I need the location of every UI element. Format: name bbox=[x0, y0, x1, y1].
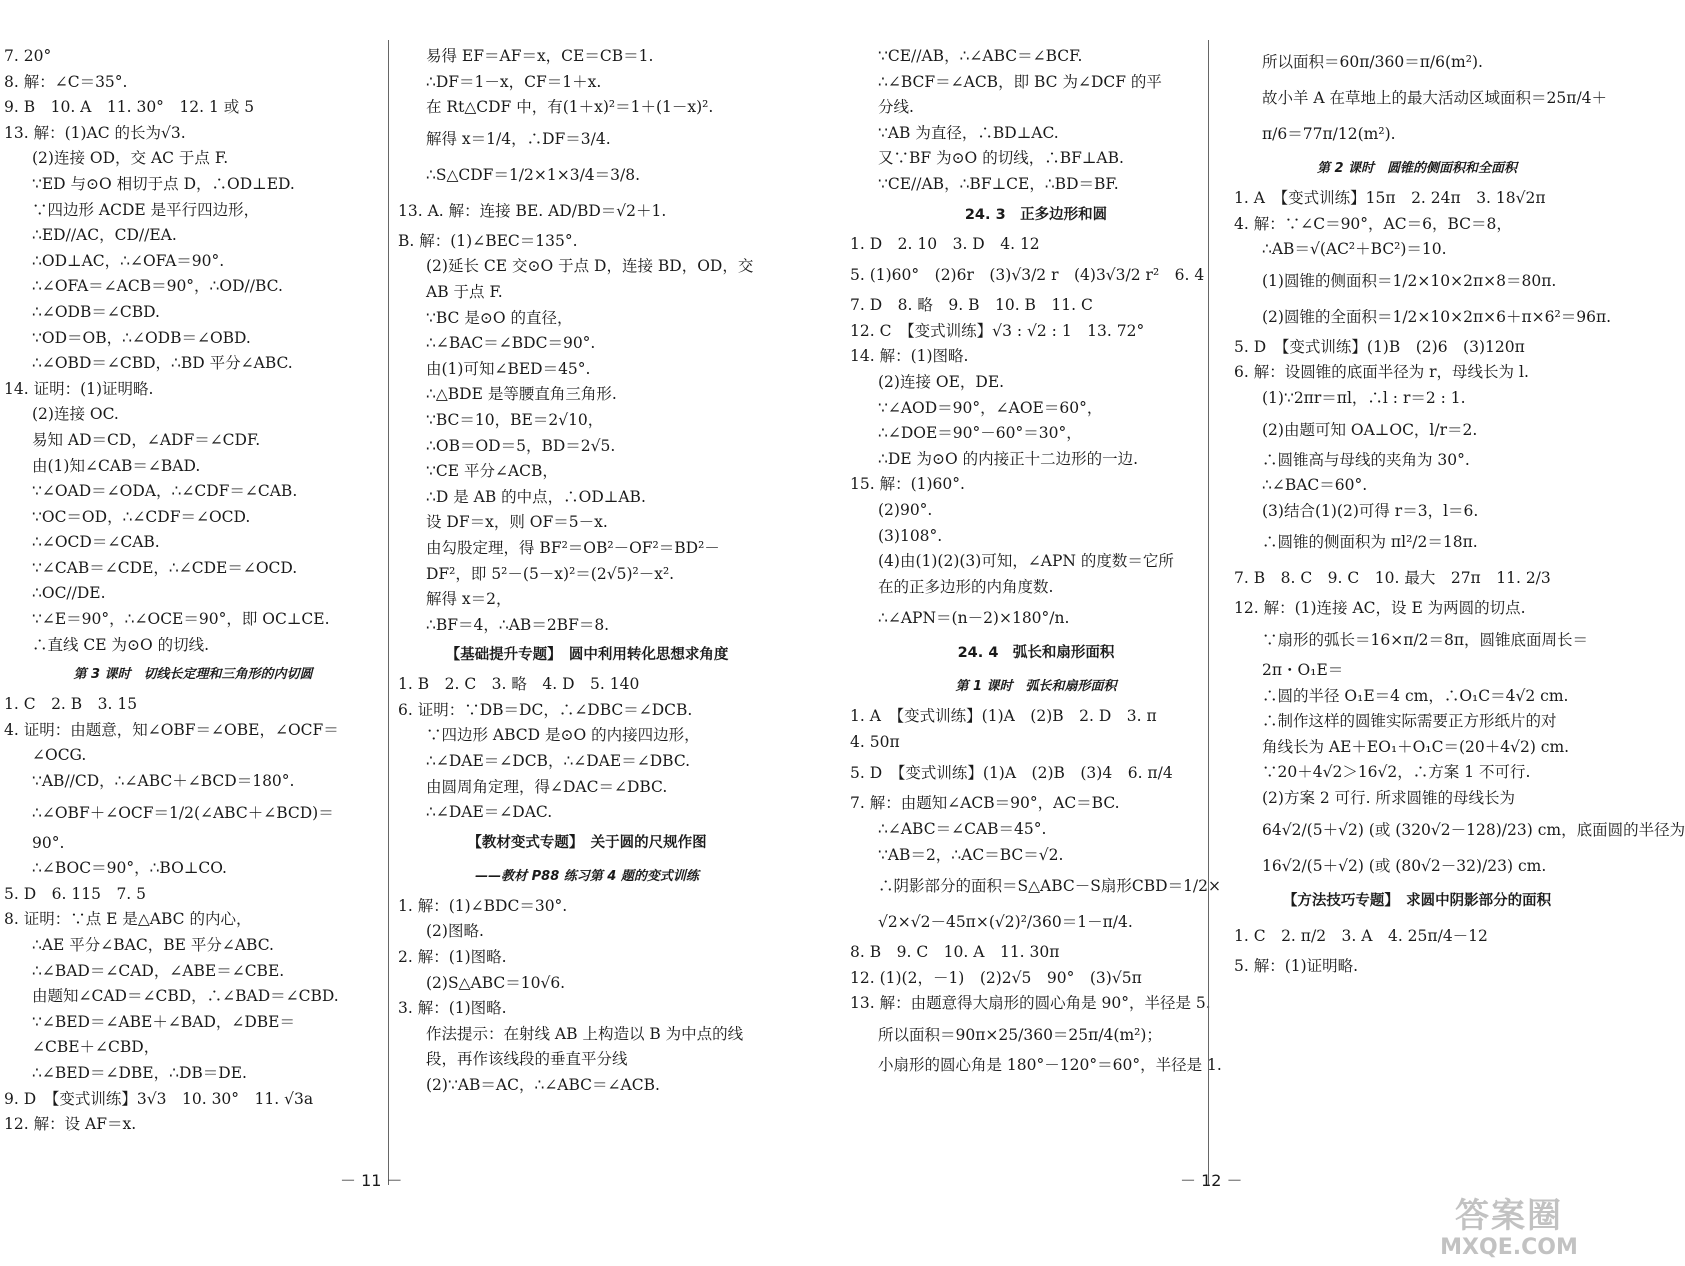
right-page bbox=[800, 0, 1685, 1266]
answer-line: 7. D 8. 略 9. B 10. B 11. C bbox=[850, 296, 1093, 315]
answer-line: 1. 解：(1)∠BDC＝30°. bbox=[398, 896, 568, 915]
answer-line: ∴∠OBD＝∠CBD，∴BD 平分∠ABC. bbox=[32, 354, 293, 373]
answer-line: 由勾股定理，得 BF²＝OB²－OF²＝BD²－ bbox=[426, 538, 720, 557]
answer-line: 由(1)可知∠BED＝45°. bbox=[426, 359, 591, 378]
answer-line: ∴圆锥高与母线的夹角为 30°. bbox=[1262, 450, 1470, 469]
answer-line: 解得 x＝2， bbox=[426, 590, 512, 609]
answer-line: ∴阴影部分的面积＝S△ABC－S扇形CBD＝1/2× bbox=[878, 877, 1221, 896]
answer-line: 解得 x＝1/4，∴DF＝3/4. bbox=[426, 129, 611, 148]
right-column-2 bbox=[1234, 44, 1685, 979]
answer-line: 24. 3 正多边形和圆 bbox=[964, 206, 1108, 223]
answer-line: ∴OC//DE. bbox=[32, 584, 106, 603]
answer-line: 12. (1)(2，－1) (2)2√5 90° (3)√5π bbox=[850, 968, 1142, 987]
answer-line: 1. C 2. π/2 3. A 4. 25π/4－12 bbox=[1234, 926, 1488, 945]
answer-line: ∴∠DAE＝∠DAC. bbox=[426, 803, 553, 822]
answer-line: ∵BC＝10，BE＝2√10， bbox=[426, 410, 604, 429]
answer-line: 段，再作该线段的垂直平分线 bbox=[426, 1050, 628, 1069]
answer-line: 14. 证明：(1)证明略. bbox=[4, 379, 154, 398]
answer-line: 13. 解：由题意得大扇形的圆心角是 90°，半径是 5. bbox=[850, 994, 1211, 1013]
answer-line: (4)由(1)(2)(3)可知，∠APN 的度数＝它所 bbox=[878, 552, 1174, 571]
answer-line: 第 3 课时 切线长定理和三角形的内切圆 bbox=[73, 667, 313, 683]
right-column-1 bbox=[850, 44, 1222, 1079]
answer-line: 小扇形的圆心角是 180°－120°＝60°，半径是 1. bbox=[878, 1056, 1222, 1075]
answer-line: 16√2/(5＋√2) (或 (80√2－32)/23) cm. bbox=[1262, 856, 1547, 875]
answer-line: 5. D 【变式训练】(1)A (2)B (3)4 6. π/4 bbox=[850, 764, 1173, 783]
answer-line: √2×√2－45π×(√2)²/360＝1－π/4. bbox=[878, 913, 1133, 932]
answer-line: ∴圆锥的侧面积为 πl²/2＝18π. bbox=[1262, 533, 1478, 552]
answer-line: π/6＝77π/12(m²). bbox=[1262, 125, 1396, 143]
answer-line: ∴圆的半径 O₁E＝4 cm，∴O₁C＝4√2 cm. bbox=[1262, 686, 1569, 705]
answer-line: 15. 解：(1)60°. bbox=[850, 475, 965, 494]
answer-line: (2)连接 OE，DE. bbox=[878, 372, 1005, 391]
answer-line: 所以面积＝60π/360＝π/6(m²). bbox=[1262, 53, 1483, 71]
answer-line: 13. A. 解：连接 BE. AD/BD＝√2＋1. bbox=[398, 201, 667, 220]
answer-line: 在 Rt△CDF 中，有(1＋x)²＝1＋(1－x)². bbox=[426, 98, 714, 117]
answer-line: ∴BF＝4，∴AB＝2BF＝8. bbox=[426, 615, 610, 634]
answer-line: 1. D 2. 10 3. D 4. 12 bbox=[850, 234, 1040, 253]
answer-line: 由题知∠CAD＝∠CBD，∴∠BAD＝∠CBD. bbox=[32, 987, 339, 1006]
answer-line: 24. 4 弧长和扇形面积 bbox=[957, 645, 1115, 662]
answer-line: 6. 证明：∵DB＝DC，∴∠DBC＝∠DCB. bbox=[398, 700, 693, 719]
answer-line: ∴∠BAD＝∠CAD，∠ABE＝∠CBE. bbox=[32, 961, 285, 980]
answer-line: 1. A 【变式训练】(1)A (2)B 2. D 3. π bbox=[850, 707, 1157, 726]
answer-line: (3)108°. bbox=[878, 526, 943, 545]
answer-line: ∵AB 为直径，∴BD⊥AC. bbox=[878, 123, 1059, 142]
answer-line: 8. B 9. C 10. A 11. 30π bbox=[850, 943, 1060, 962]
answer-line: ∴S△CDF＝1/2×1×3/4＝3/8. bbox=[426, 165, 641, 184]
answer-line: 易得 EF＝AF＝x，CE＝CB＝1. bbox=[426, 47, 654, 65]
answer-line: ∵四边形 ABCD 是⊙O 的内接四边形， bbox=[426, 726, 700, 745]
answer-line: ∵四边形 ACDE 是平行四边形， bbox=[32, 200, 260, 219]
answer-line: ∴制作这样的圆锥实际需要正方形纸片的对 bbox=[1262, 712, 1557, 731]
answer-line: ∴DF＝1－x，CF＝1＋x. bbox=[426, 72, 602, 91]
answer-line: ∵扇形的弧长＝16×π/2＝8π，圆锥底面周长＝ bbox=[1262, 630, 1589, 649]
answer-line: (1)圆锥的侧面积＝1/2×10×2π×8＝80π. bbox=[1262, 271, 1557, 290]
answer-line: ∴∠DOE＝90°－60°＝30°， bbox=[878, 424, 1082, 443]
answer-line: 由(1)知∠CAB＝∠BAD. bbox=[32, 456, 201, 475]
page-number-11: － 11 － bbox=[340, 1171, 403, 1190]
answer-line: ∠CBE＋∠CBD， bbox=[32, 1038, 160, 1057]
answer-line: 14. 解：(1)图略. bbox=[850, 347, 969, 366]
answer-line: ∴△BDE 是等腰直角三角形. bbox=[426, 385, 617, 404]
answer-line: (3)结合(1)(2)可得 r＝3，l＝6. bbox=[1262, 501, 1479, 520]
answer-line: 6. 解：设圆锥的底面半径为 r，母线长为 l. bbox=[1234, 363, 1529, 382]
answer-line: 5. D 【变式训练】(1)B (2)6 (3)120π bbox=[1234, 337, 1525, 356]
answer-line: ∵∠OAD＝∠ODA，∴∠CDF＝∠CAB. bbox=[32, 482, 298, 501]
answer-line: ∴D 是 AB 的中点，∴OD⊥AB. bbox=[426, 487, 646, 506]
answer-line: ∵AB＝2，∴AC＝BC＝√2. bbox=[878, 845, 1064, 864]
answer-line: ∴∠OFA＝∠ACB＝90°，∴OD//BC. bbox=[32, 277, 283, 296]
answer-line: ∴AB＝√(AC²＋BC²)＝10. bbox=[1262, 240, 1447, 259]
answer-line: 5. 解：(1)证明略. bbox=[1234, 956, 1359, 975]
answer-line: 8. 解：∠C＝35°. bbox=[4, 72, 128, 91]
answer-line: ∵20＋4√2＞16√2，∴方案 1 不可行. bbox=[1262, 763, 1531, 782]
answer-line: 易知 AD＝CD，∠ADF＝∠CDF. bbox=[32, 430, 261, 449]
answer-line: (2)方案 2 可行. 所求圆锥的母线长为 bbox=[1262, 788, 1516, 807]
answer-line: ∴DE 为⊙O 的内接正十二边形的一边. bbox=[878, 449, 1139, 468]
answer-line: ——教材 P88 练习第 4 题的变式训练 bbox=[475, 868, 699, 884]
answer-line: 作法提示：在射线 AB 上构造以 B 为中点的线 bbox=[426, 1024, 744, 1043]
left-page bbox=[0, 0, 800, 1266]
answer-line: 7. B 8. C 9. C 10. 最大 27π 11. 2/3 bbox=[1234, 569, 1551, 588]
answer-line: ∵∠E＝90°，∴∠OCE＝90°，即 OC⊥CE. bbox=[32, 610, 330, 629]
answer-line: ∵ED 与⊙O 相切于点 D，∴OD⊥ED. bbox=[32, 174, 295, 193]
answer-line: ∴∠APN＝(n－2)×180°/n. bbox=[878, 609, 1070, 628]
answer-line: ∴∠ODB＝∠CBD. bbox=[32, 302, 160, 321]
answer-line: ∵∠BED＝∠ABE＋∠BAD，∠DBE＝ bbox=[32, 1012, 295, 1031]
answer-line: ∴∠OCD＝∠CAB. bbox=[32, 533, 160, 552]
answer-line: ∴∠BAC＝∠BDC＝90°. bbox=[426, 334, 596, 353]
answer-line: 1. C 2. B 3. 15 bbox=[4, 695, 138, 714]
answer-line: 1. B 2. C 3. 略 4. D 5. 140 bbox=[398, 675, 640, 694]
answer-line: 设 DF＝x，则 OF＝5－x. bbox=[426, 513, 608, 532]
answer-line: 12. 解：(1)连接 AC，设 E 为两圆的切点. bbox=[1234, 599, 1526, 618]
answer-line: 4. 50π bbox=[850, 732, 900, 751]
answer-line: 9. D 【变式训练】3√3 10. 30° 11. √3a bbox=[4, 1089, 314, 1108]
watermark-title: 答案圈 bbox=[1455, 1196, 1563, 1236]
answer-line: 所以面积＝90π×25/360＝25π/4(m²)； bbox=[878, 1026, 1162, 1045]
answer-line: ∴∠BOC＝90°，∴BO⊥CO. bbox=[32, 859, 227, 878]
answer-line: 【教材变式专题】 关于圆的尺规作图 bbox=[467, 834, 707, 851]
answer-line: ∴OB＝OD＝5，BD＝2√5. bbox=[426, 436, 616, 455]
answer-line: ∴∠ABC＝∠CAB＝45°. bbox=[878, 820, 1047, 839]
answer-line: 故小羊 A 在草地上的最大活动区域面积＝25π/4＋ bbox=[1262, 89, 1608, 107]
answer-line: 3. 解：(1)图略. bbox=[398, 999, 507, 1018]
column-divider bbox=[1208, 40, 1209, 1185]
answer-line: (2)连接 OC. bbox=[32, 405, 119, 424]
answer-line: ∴∠OBF＋∠OCF＝1/2(∠ABC＋∠BCD)＝ bbox=[32, 803, 334, 822]
answer-line: ∴∠BAC＝60°. bbox=[1262, 476, 1368, 495]
answer-line: 1. A 【变式训练】15π 2. 24π 3. 18√2π bbox=[1234, 189, 1546, 207]
answer-line: ∵∠AOD＝90°，∠AOE＝60°， bbox=[878, 398, 1103, 417]
answer-line: 角线长为 AE＋EO₁＋O₁C＝(20＋4√2) cm. bbox=[1262, 737, 1570, 756]
answer-line: ∴∠BCF＝∠ACB，即 BC 为∠DCF 的平 bbox=[878, 72, 1162, 91]
answer-line: ∴直线 CE 为⊙O 的切线. bbox=[32, 635, 210, 654]
left-column-2 bbox=[398, 44, 776, 1099]
answer-line: (2)延长 CE 交⊙O 于点 D，连接 BD，OD，交 bbox=[426, 257, 754, 276]
answer-line: ∵CE//AB，∴∠ABC＝∠BCF. bbox=[878, 47, 1083, 65]
watermark-logo bbox=[1424, 1196, 1594, 1262]
answer-line: (2)由题可知 OA⊥OC，l/r＝2. bbox=[1262, 420, 1478, 439]
column-divider bbox=[388, 40, 389, 1185]
answer-line: 12. 解：设 AF＝x. bbox=[4, 1115, 137, 1134]
answer-line: ∵BC 是⊙O 的直径， bbox=[426, 308, 573, 327]
answer-line: ∵∠CAB＝∠CDE，∴∠CDE＝∠OCD. bbox=[32, 558, 298, 577]
answer-line: (1)∵2πr＝πl，∴l : r＝2 : 1. bbox=[1262, 388, 1466, 407]
answer-line: DF²，即 5²－(5－x)²＝(2√5)²－x². bbox=[426, 564, 675, 583]
answer-line: 2. 解：(1)图略. bbox=[398, 948, 507, 967]
answer-line: ∴∠BED＝∠DBE，∴DB＝DE. bbox=[32, 1063, 247, 1082]
answer-line: 4. 解：∵∠C＝90°，AC＝6，BC＝8， bbox=[1234, 214, 1512, 233]
answer-line: ∴∠DAE＝∠DCB，∴∠DAE＝∠DBC. bbox=[426, 752, 691, 771]
answer-line: (2)图略. bbox=[426, 922, 484, 941]
answer-line: 13. 解：(1)AC 的长为√3. bbox=[4, 123, 186, 142]
answer-line: 又∵BF 为⊙O 的切线，∴BF⊥AB. bbox=[878, 149, 1124, 168]
answer-line: 第 2 课时 圆锥的侧面积和全面积 bbox=[1316, 161, 1518, 176]
answer-line: ∠OCG. bbox=[32, 746, 87, 765]
answer-line: ∴ED//AC，CD//EA. bbox=[32, 226, 177, 245]
answer-line: 8. 证明：∵点 E 是△ABC 的内心， bbox=[4, 910, 252, 929]
answer-line: AB 于点 F. bbox=[426, 282, 503, 301]
answer-line: 2π・O₁E＝ bbox=[1262, 660, 1344, 679]
answer-line: 由圆周角定理，得∠DAC＝∠DBC. bbox=[426, 777, 668, 796]
answer-line: ∵OD＝OB，∴∠ODB＝∠OBD. bbox=[32, 328, 251, 347]
answer-line: ∵CE 平分∠ACB， bbox=[426, 462, 558, 481]
answer-line: 在的正多边形的内角度数. bbox=[878, 577, 1054, 596]
answer-line: (2)连接 OD，交 AC 于点 F. bbox=[32, 149, 229, 168]
answer-line: 90°. bbox=[32, 833, 65, 852]
answer-line: B. 解：(1)∠BEC＝135°. bbox=[398, 231, 578, 250]
answer-line: ∵OC＝OD，∴∠CDF＝∠OCD. bbox=[32, 507, 251, 526]
answer-line: (2)圆锥的全面积＝1/2×10×2π×6＋π×6²＝96π. bbox=[1262, 307, 1612, 326]
answer-line: (2)90°. bbox=[878, 500, 933, 519]
answer-line: 5. D 6. 115 7. 5 bbox=[4, 884, 147, 903]
answer-line: 12. C 【变式训练】√3 : √2 : 1 13. 72° bbox=[850, 321, 1145, 340]
answer-line: 7. 20° bbox=[4, 47, 52, 65]
answer-line: ∴OD⊥AC，∴∠OFA＝90°. bbox=[32, 251, 225, 270]
answer-line: ∵AB//CD，∴∠ABC＋∠BCD＝180°. bbox=[32, 772, 295, 791]
answer-line: 第 1 课时 弧长和扇形面积 bbox=[955, 679, 1117, 695]
answer-line: 【基础提升专题】 圆中利用转化思想求角度 bbox=[445, 647, 729, 664]
page-number-12: － 12 － bbox=[1180, 1171, 1243, 1190]
answer-line: 7. 解：由题知∠ACB＝90°，AC＝BC. bbox=[850, 794, 1120, 813]
answer-line: 【方法技巧专题】 求圆中阴影部分的面积 bbox=[1282, 892, 1552, 909]
answer-line: ∵CE//AB，∴BF⊥CE，∴BD＝BF. bbox=[878, 174, 1119, 193]
answer-line: 分线. bbox=[878, 98, 914, 117]
left-column-1 bbox=[4, 44, 382, 1138]
answer-line: 64√2/(5＋√2) (或 (320√2－128)/23) cm，底面圆的半径为 bbox=[1262, 820, 1685, 839]
answer-line: ∴AE 平分∠BAC，BE 平分∠ABC. bbox=[32, 936, 274, 954]
answer-line: (2)S△ABC＝10√6. bbox=[426, 973, 566, 992]
answer-line: 4. 证明：由题意，知∠OBF＝∠OBE，∠OCF＝ bbox=[4, 720, 339, 739]
answer-line: 5. (1)60° (2)6r (3)√3/2 r (4)3√3/2 r² 6. 4 bbox=[850, 266, 1205, 285]
watermark-url: MXQE.COM bbox=[1440, 1235, 1578, 1260]
answer-line: 9. B 10. A 11. 30° 12. 1 或 5 bbox=[4, 98, 255, 117]
answer-line: (2)∵AB＝AC，∴∠ABC＝∠ACB. bbox=[426, 1076, 660, 1094]
